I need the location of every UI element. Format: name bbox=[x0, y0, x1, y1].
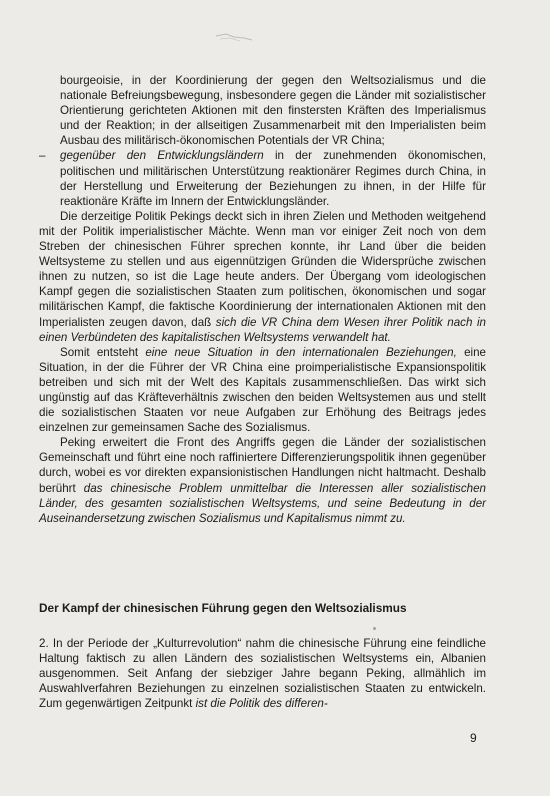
paragraph-cultural-revolution: 2. In der Periode der „Kulturrevolution“ nahm die chinesische Führung eine feindliche Haltung faktisch zu allen Ländern des sozialistischen Weltsystems ein, Albanien ausgenommen. Seit Anfang der siebziger Jahre begann Peking, allmählich im Auswahlverfahren Beziehungen zu einzelnen sozialistischen Staaten zu entwickeln. Zum gegenwärtigen Zeitpunkt ist die Politik des differen- bbox=[39, 637, 486, 711]
scan-speck bbox=[214, 30, 254, 44]
list-dash: – bbox=[39, 149, 46, 163]
body-text-section-2 bbox=[39, 636, 486, 711]
page-number: 9 bbox=[470, 731, 477, 745]
paragraph-peking-policy: Die derzeitige Politik Pekings deckt sich in ihren Zielen und Methoden weitgehend mit der Politik imperialistischer Mächte. Wenn man vor einiger Zeit noch von dem Streben der chinesischen Führer sprechen konnte, ihr Land über die beiden Weltsysteme zu stellen und aus eigennützigen Gründen die Widersprüche zwischen ihnen zu nutzen, so ist die Lage heute anders. Der Übergang vom ideologischen Kampf gegen die sozialistischen Staaten zum politischen, ökonomischen und sogar militärischen Kampf, die faktische Koordinierung der internationalen Aktionen mit den Imperialisten zeugen davon, daß sich die VR China dem Wesen ihrer Politik nach in einen Verbündeten des kapitalistischen Weltsystems verwandelt hat. bbox=[39, 209, 486, 344]
scan-dot bbox=[373, 627, 376, 630]
list-item-continuation: bourgeoisie, in der Koordinierung der gegen den Weltsozialismus und die nationale Befreiungsbewegung, insbesondere gegen die Länder mit sozialistischer Orientierung gerichteten Aktionen mit den finstersten Kräften des Imperialismus und der Reaktion; in der allseitigen Zusammenarbeit mit den Imperialisten beim Ausbau des militärisch-ökonomischen Potentials der VR China; bbox=[60, 74, 486, 148]
body-text bbox=[39, 73, 486, 526]
paragraph-front-of-attack: Peking erweitert die Front des Angriffs gegen die Länder der sozialistischen Gemeinschaft und führt eine noch raffiniertere Differenzierungspolitik ihnen gegenüber durch, wobei es vor direkten expansionistischen Handlungen nicht haltmacht. Deshalb berührt das chinesische Problem unmittelbar die Interessen aller sozialistischen Länder, des gesamten sozialistischen Weltsystems, und seine Bedeutung in der Auseinandersetzung zwischen Sozialismus und Kapitalismus nimmt zu. bbox=[39, 436, 486, 525]
list-item-developing-countries: – gegenüber den Entwicklungsländern in der zunehmenden ökonomischen, politischen und militärischen Unterstützung reaktionärer Regimes durch China, in der Herstellung und Erweiterung der Beziehungen zu ihnen, in der Hilfe für reaktionäre Kräfte im Innern der Entwicklungsländer. bbox=[39, 149, 486, 208]
paragraph-new-situation: Somit entsteht eine neue Situation in den internationalen Beziehungen, eine Situation, in der die Führer der VR China eine proimperialistische Expansionspolitik betreiben und sich mit der Welt des Kapitals zusammenschließen. Das wirkt sich ungünstig auf das Kräfteverhältnis zwischen den beiden Weltsystemen aus und stellt die sozialistischen Staaten vor neue Aufgaben zur Erhöhung des Beitrags jedes einzelnen zur gemeinsamen Sache des Sozialismus. bbox=[39, 345, 487, 435]
section-heading: Der Kampf der chinesischen Führung gegen den Weltsozialismus bbox=[39, 601, 407, 615]
